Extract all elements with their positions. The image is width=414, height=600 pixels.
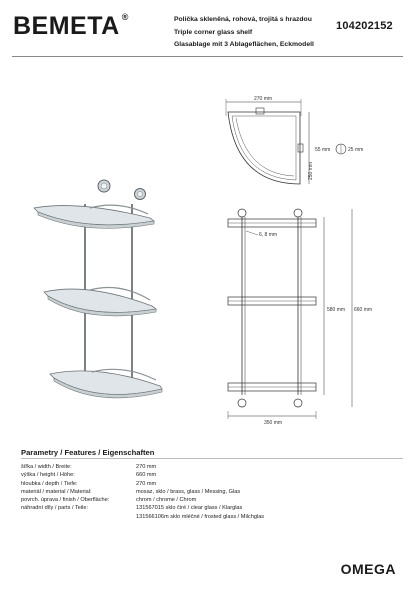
parameters-divider <box>21 458 403 459</box>
param-row-parts-2 <box>21 513 264 521</box>
param-label: hloubka / depth / Tiefe: <box>21 480 78 487</box>
param-label <box>21 513 136 521</box>
dim-holder-d: 25 mm <box>348 147 364 153</box>
wall-bracket-left <box>98 180 110 192</box>
param-value: 270 mm <box>136 480 157 487</box>
dim-inner-height: 580 mm <box>327 307 346 313</box>
param-value: 131566106m sklo mléčné / frosted glass / Milchglas <box>136 513 265 520</box>
param-row-height <box>21 471 264 479</box>
front-shelf-middle <box>228 297 316 305</box>
param-value: mosaz, sklo / brass, glass / Messing, Glas <box>136 488 241 495</box>
series-name: OMEGA <box>340 561 396 577</box>
parameters-title: Parametry / Features / Eigenschaften <box>21 448 155 457</box>
param-value: 660 mm <box>136 472 157 479</box>
param-row-material <box>21 488 264 496</box>
param-row-parts <box>21 504 264 512</box>
glass-shelf-middle <box>44 288 156 316</box>
dim-top-width: 270 mm <box>254 96 273 102</box>
registered-mark: ® <box>121 12 129 22</box>
param-value: 270 mm <box>136 464 157 470</box>
front-shelf-top <box>228 219 316 227</box>
dim-holder-h: 55 mm <box>315 147 331 153</box>
product-photo <box>28 160 178 422</box>
brand-logo <box>13 14 129 39</box>
glass-shelf-top <box>34 205 154 228</box>
param-label: šířka / width / Breite: <box>21 464 72 470</box>
title-czech: Polička skleněná, rohová, trojitá s hrazdou <box>174 16 312 23</box>
top-view-drawing <box>206 88 386 206</box>
front-shelf-bottom <box>228 383 316 391</box>
param-row-finish <box>21 496 264 504</box>
title-english: Triple corner glass shelf <box>174 28 253 36</box>
header-divider <box>12 56 403 57</box>
product-title-block <box>174 14 336 52</box>
wall-bracket-right <box>135 189 146 200</box>
dim-front-width: 350 mm <box>264 420 283 426</box>
param-label: povrch. úprava / finish / Oberfläche: <box>21 497 110 504</box>
param-label: výška / height / Höhe: <box>21 472 75 479</box>
product-code: 104202152 <box>336 20 393 32</box>
glass-shelf-bottom <box>50 369 162 398</box>
brand-logo-text: BEMETA <box>13 12 120 40</box>
param-label: náhradní díly / parts / Teile: <box>21 505 89 512</box>
dim-top-depth: 250 mm <box>308 161 314 180</box>
param-row-width <box>21 463 264 471</box>
dim-outer-height: 660 mm <box>354 307 373 313</box>
param-value: chrom / chrome / Chrom <box>136 497 197 504</box>
parameters-table <box>21 463 264 521</box>
dim-rail: 6, 8 mm <box>259 232 278 238</box>
front-view-drawing <box>206 205 386 433</box>
title-german: Glasablage mit 3 Ablageflächen, Eckmodell <box>174 41 314 48</box>
param-value: 131567015 sklo čiré / clear glass / Klarglas <box>136 505 243 512</box>
param-label: materiál / material / Material: <box>21 488 92 495</box>
param-row-depth <box>21 480 264 488</box>
